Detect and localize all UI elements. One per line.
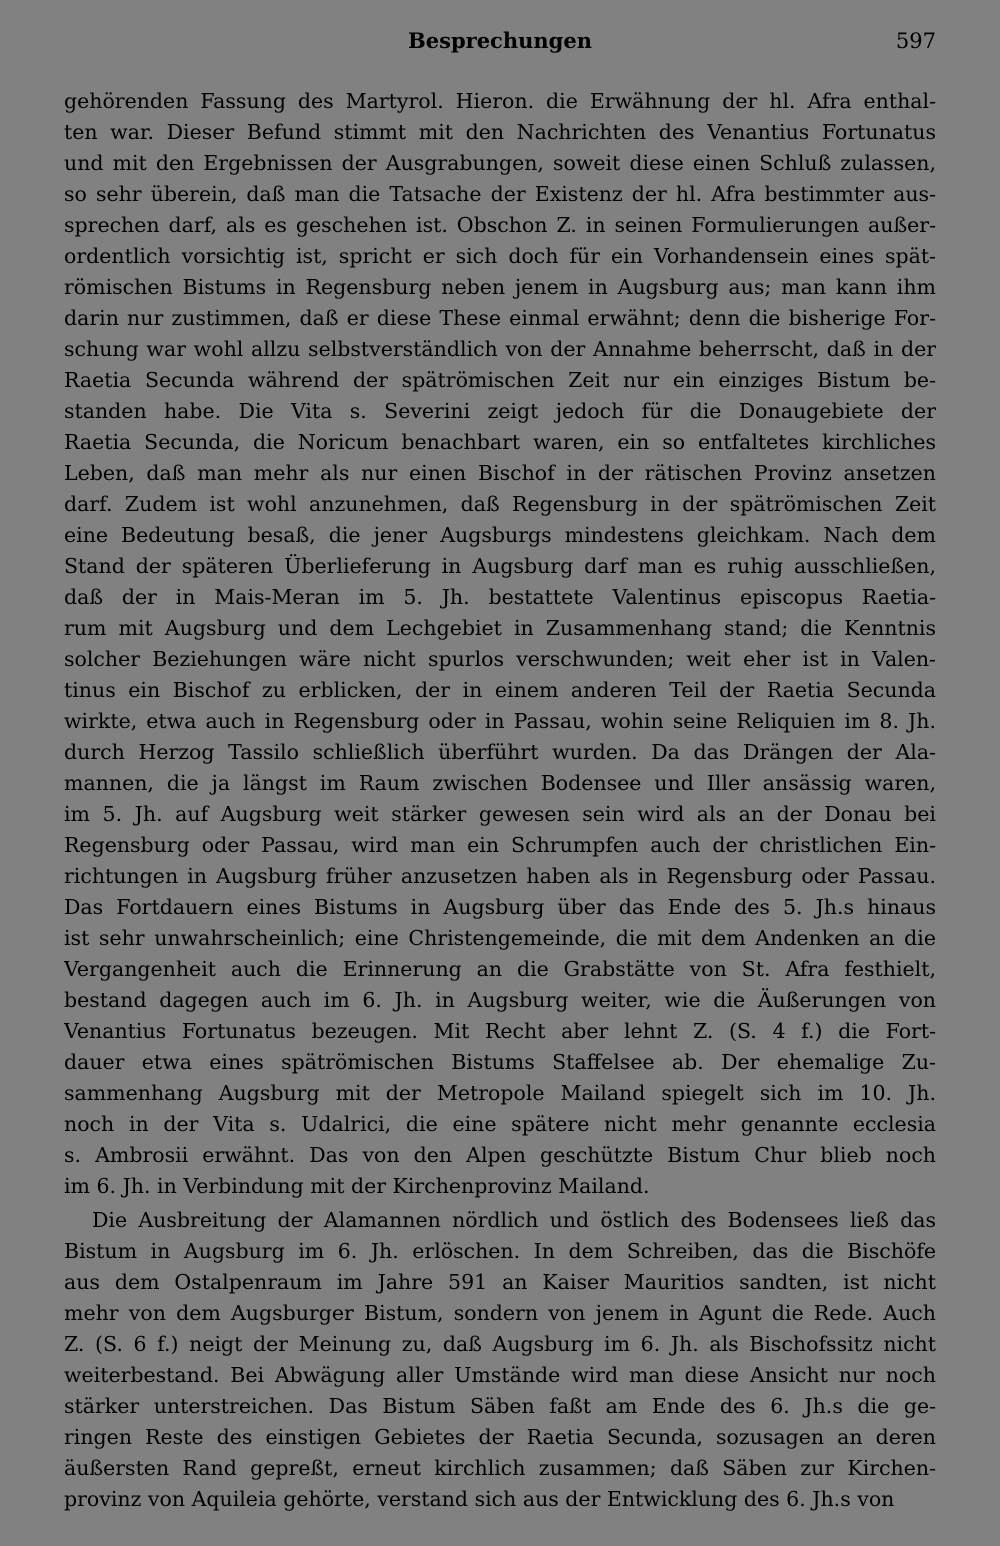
text-line: durch Herzog Tassilo schließlich überführt wurden. Da das Drängen der Ala- [64, 740, 936, 764]
text-line: äußersten Rand gepreßt, erneut kirchlich zusammen; daß Säben zur Kirchen- [64, 1456, 936, 1480]
text-line: gehörenden Fassung des Martyrol. Hieron. die Erwähnung der hl. Afra enthal- [64, 89, 936, 113]
text-line: Bistum in Augsburg im 6. Jh. erlöschen. In dem Schreiben, das die Bischöfe [64, 1239, 936, 1263]
text-line: und mit den Ergebnissen der Ausgrabungen, soweit diese einen Schluß zulassen, [64, 151, 936, 175]
text-line: Raetia Secunda während der spätrömischen Zeit nur ein einziges Bistum be- [64, 368, 936, 392]
text-line: bestand dagegen auch im 6. Jh. in Augsburg weiter, wie die Äußerungen von [64, 988, 936, 1012]
text-line: weiterbestand. Bei Abwägung aller Umstände wird man diese Ansicht nur noch [64, 1363, 936, 1387]
running-title: Besprechungen [408, 28, 592, 53]
text-line: schung war wohl allzu selbstverständlich von der Annahme beherrscht, daß in der [64, 337, 936, 361]
text-line: noch in der Vita s. Udalrici, die eine spätere nicht mehr genannte ecclesia [64, 1112, 936, 1136]
text-line: sprechen darf, als es geschehen ist. Obschon Z. in seinen Formulierungen außer- [64, 213, 936, 237]
text-line: ist sehr unwahrscheinlich; eine Christengemeinde, die mit dem Andenken an die [64, 926, 936, 950]
text-line: Vergangenheit auch die Erinnerung an die Grabstätte von St. Afra festhielt, [64, 957, 936, 981]
text-line: stärker unterstreichen. Das Bistum Säben faßt am Ende des 6. Jh.s die ge- [64, 1394, 936, 1418]
text-line: im 5. Jh. auf Augsburg weit stärker gewesen sein wird als an der Donau bei [64, 802, 936, 826]
text-line: wirkte, etwa auch in Regensburg oder in Passau, wohin seine Reliquien im 8. Jh. [64, 709, 936, 733]
text-line: Regensburg oder Passau, wird man ein Schrumpfen auch der christlichen Ein- [64, 833, 936, 857]
text-line: im 6. Jh. in Verbindung mit der Kirchenprovinz Mailand. [64, 1174, 650, 1198]
text-line: Stand der späteren Überlieferung in Augsburg darf man es ruhig ausschließen, [64, 554, 936, 578]
text-line: provinz von Aquileia gehörte, verstand sich aus der Entwicklung des 6. Jh.s von [64, 1487, 895, 1511]
paragraph [64, 1205, 936, 1515]
text-line: Raetia Secunda, die Noricum benachbart waren, ein so entfaltetes kirchliches [64, 430, 936, 454]
text-line: so sehr überein, daß man die Tatsache der Existenz der hl. Afra bestimmter aus- [64, 182, 936, 206]
text-line: ringen Reste des einstigen Gebietes der Raetia Secunda, sozusagen an deren [64, 1425, 936, 1449]
text-line: sammenhang Augsburg mit der Metropole Mailand spiegelt sich im 10. Jh. [64, 1081, 936, 1105]
page-number: 597 [895, 29, 936, 53]
text-line: darin nur zustimmen, daß er diese These einmal erwähnt; denn die bisherige For- [64, 306, 936, 330]
text-line: mannen, die ja längst im Raum zwischen Bodensee und Iller ansässig waren, [64, 771, 936, 795]
body-text [64, 86, 936, 1515]
text-line: rum mit Augsburg und dem Lechgebiet in Zusammenhang stand; die Kenntnis [64, 616, 936, 640]
text-line: richtungen in Augsburg früher anzusetzen haben als in Regensburg oder Passau. [64, 864, 936, 888]
text-line: ten war. Dieser Befund stimmt mit den Nachrichten des Venantius Fortunatus [64, 120, 936, 144]
text-line: mehr von dem Augsburger Bistum, sondern von jenem in Agunt die Rede. Auch [64, 1301, 936, 1325]
text-line: Venantius Fortunatus bezeugen. Mit Recht aber lehnt Z. (S. 4 f.) die Fort- [64, 1019, 936, 1043]
text-line: eine Bedeutung besaß, die jener Augsburgs mindestens gleichkam. Nach dem [64, 523, 936, 547]
text-line: Z. (S. 6 f.) neigt der Meinung zu, daß Augsburg im 6. Jh. als Bischofssitz nicht [64, 1332, 936, 1356]
text-line: aus dem Ostalpenraum im Jahre 591 an Kaiser Mauritios sandten, ist nicht [64, 1270, 936, 1294]
text-line: tinus ein Bischof zu erblicken, der in einem anderen Teil der Raetia Secunda [64, 678, 936, 702]
text-line: solcher Beziehungen wäre nicht spurlos verschwunden; weit eher ist in Valen- [64, 647, 936, 671]
text-line: römischen Bistums in Regensburg neben jenem in Augsburg aus; man kann ihm [64, 275, 936, 299]
text-line: dauer etwa eines spätrömischen Bistums Staffelsee ab. Der ehemalige Zu- [64, 1050, 936, 1074]
text-line: Die Ausbreitung der Alamannen nördlich und östlich des Bodensees ließ das [92, 1208, 936, 1232]
running-head [64, 24, 936, 58]
text-line: s. Ambrosii erwähnt. Das von den Alpen geschützte Bistum Chur blieb noch [64, 1143, 936, 1167]
text-line: daß der in Mais-Meran im 5. Jh. bestattete Valentinus episcopus Raetia- [64, 585, 936, 609]
text-line: Das Fortdauern eines Bistums in Augsburg über das Ende des 5. Jh.s hinaus [64, 895, 936, 919]
text-line: ordentlich vorsichtig ist, spricht er sich doch für ein Vorhandensein eines spät- [64, 244, 936, 268]
text-line: Leben, daß man mehr als nur einen Bischof in der rätischen Provinz ansetzen [64, 461, 936, 485]
paragraph [64, 86, 936, 1202]
text-line: darf. Zudem ist wohl anzunehmen, daß Regensburg in der spätrömischen Zeit [64, 492, 936, 516]
text-line: standen habe. Die Vita s. Severini zeigt jedoch für die Donaugebiete der [64, 399, 936, 423]
